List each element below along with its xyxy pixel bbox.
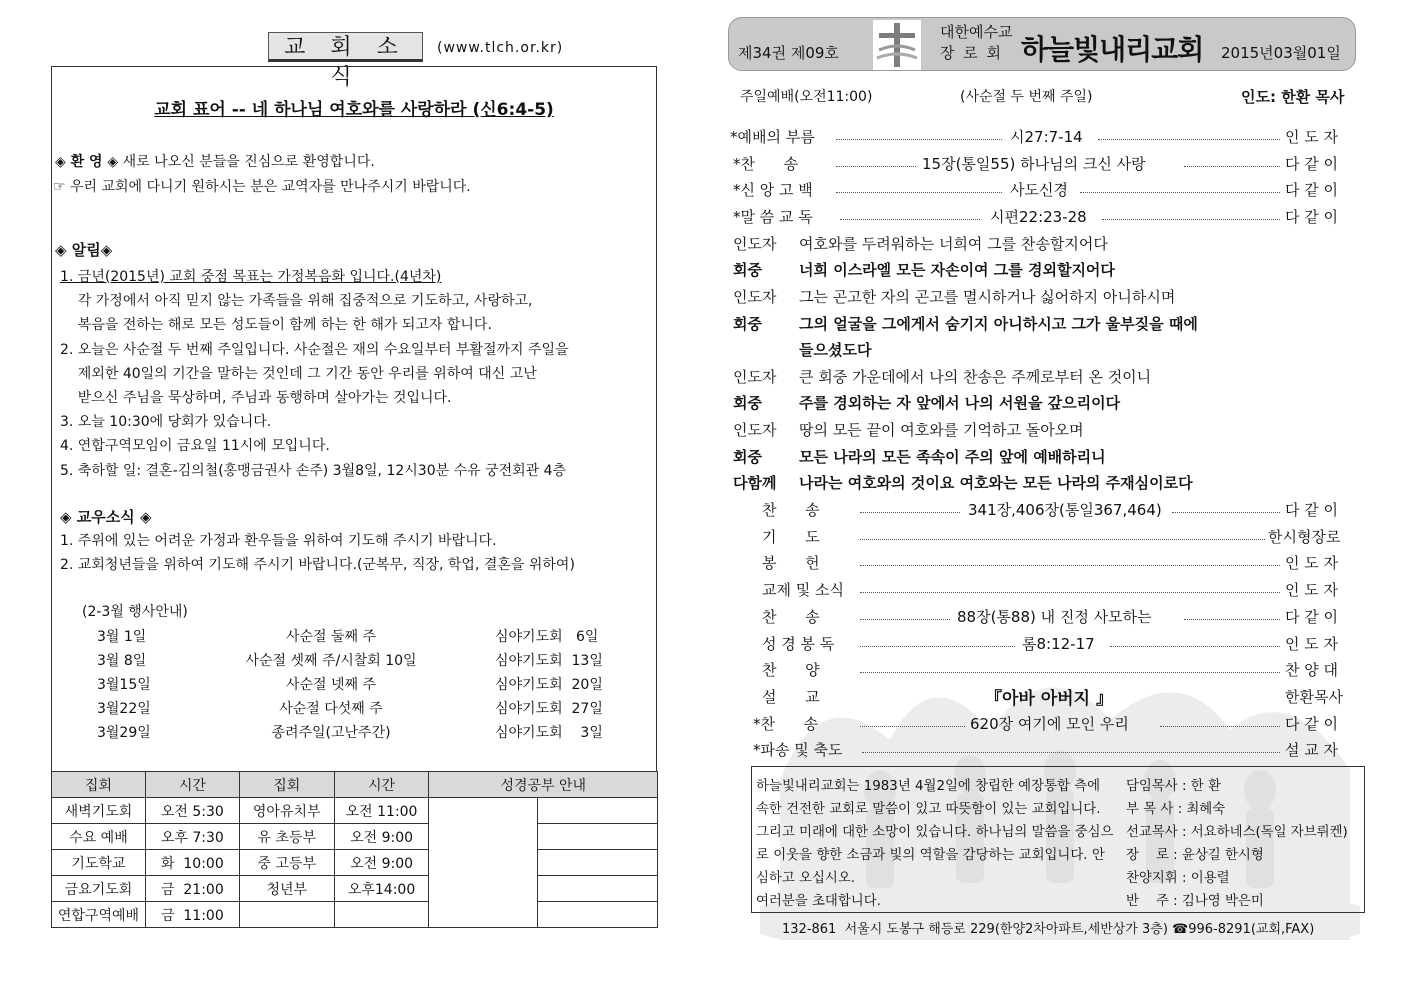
order-content: 341장,406장(통일367,464) bbox=[968, 501, 1162, 519]
order-content: 15장(통일55) 하나님의 크신 사랑 bbox=[922, 155, 1146, 173]
welcome-line bbox=[55, 151, 375, 171]
church-url: (www.tlch.or.kr) bbox=[437, 40, 564, 56]
meeting-times-table bbox=[51, 771, 658, 928]
order-who: 인 도 자 bbox=[1285, 581, 1339, 599]
notice-list bbox=[60, 265, 569, 483]
members-news-line: 1. 주위에 있는 어려운 가정과 환우들을 위하여 기도해 주시기 바랍니다. bbox=[60, 533, 497, 549]
table-row: 수요 예배 오후 7:30 유 초등부 오전 9:00 bbox=[52, 824, 658, 850]
order-item: 기 도 bbox=[762, 528, 820, 546]
reading-line: 다함께 나라는 여호와의 것이요 여호와는 모든 나라의 주재심이로다 bbox=[733, 474, 1193, 492]
order-item: *신 앙 고 백 bbox=[733, 181, 813, 199]
order-who: 다 같 이 bbox=[1285, 715, 1339, 733]
schedule-heading: (2-3월 행사안내) bbox=[82, 604, 188, 620]
staff-item: 선교목사 : 서요하네스(독일 자브뤼켄) bbox=[1126, 825, 1348, 840]
reading-line: 회중 너희 이스라엘 모든 자손이여 그를 경외할지어다 bbox=[733, 261, 1115, 279]
order-item: 설 교 bbox=[762, 688, 820, 706]
volume-number: 제34권 제09호 bbox=[738, 44, 839, 62]
notice-line: 3. 오늘 10:30에 당회가 있습니다. bbox=[60, 414, 272, 431]
order-who: 한시형장로 bbox=[1268, 528, 1341, 546]
order-who: 다 같 이 bbox=[1285, 608, 1339, 626]
order-who: 인 도 자 bbox=[1285, 635, 1339, 653]
order-content: 620장 여기에 모인 우리 bbox=[970, 715, 1129, 733]
notice-line: 4. 연합구역모임이 금요일 11시에 모입니다. bbox=[60, 438, 330, 455]
order-item: *파송 및 축도 bbox=[753, 741, 843, 759]
table-row: 기도학교 화 10:00 중 고등부 오전 9:00 bbox=[52, 850, 658, 876]
service-week: (사순절 두 번째 주일) bbox=[960, 89, 1093, 105]
order-content: 시27:7-14 bbox=[1010, 128, 1083, 146]
church-name: 하늘빛내리교회 bbox=[1021, 33, 1204, 66]
notice-line: 각 가정에서 아직 믿지 않는 가족들을 위해 집중적으로 기도하고, 사랑하고, bbox=[60, 293, 533, 310]
service-name: 주일예배(오전11:00) bbox=[740, 89, 873, 105]
reading-line: 회중 그의 얼굴을 그에게서 숨기지 아니하시고 그가 울부짖을 때에 bbox=[733, 315, 1198, 333]
order-item: 성 경 봉 독 bbox=[762, 635, 835, 653]
order-item: *말 씀 교 독 bbox=[733, 208, 813, 226]
table-header: 시간 bbox=[145, 772, 239, 798]
cross-logo-icon bbox=[873, 20, 921, 70]
service-leader: 인도: 한환 목사 bbox=[1241, 88, 1345, 106]
denomination: 대한예수교 장 로 회 bbox=[940, 23, 1013, 62]
order-item: 찬 송 bbox=[762, 501, 820, 519]
order-who: 다 같 이 bbox=[1285, 155, 1339, 173]
order-who: 인 도 자 bbox=[1285, 554, 1339, 572]
order-item: *찬 송 bbox=[753, 715, 819, 733]
bulletin-date: 2015년03월01일 bbox=[1221, 44, 1341, 62]
notice-line: 제외한 40일의 기간을 말하는 것인데 그 기간 동안 우리를 위하여 대신 고난 bbox=[60, 365, 537, 382]
members-news-line: 2. 교회청년들을 위하여 기도해 주시기 바랍니다.(군복무, 직장, 학업, 결혼을 위하여) bbox=[60, 557, 575, 573]
staff-item: 반 주 : 김나영 박은미 bbox=[1126, 894, 1264, 909]
bulletin-news-title: 교 회 소 식 bbox=[268, 32, 423, 62]
order-who: 다 같 이 bbox=[1285, 208, 1339, 226]
order-item: *예배의 부름 bbox=[730, 128, 815, 146]
church-motto: 교회 표어 -- 네 하나님 여호와를 사랑하라 (신6:4-5) bbox=[154, 100, 554, 120]
order-who: 설 교 자 bbox=[1285, 741, 1339, 759]
order-who: 인 도 자 bbox=[1285, 128, 1339, 146]
staff-item: 부 목 사 : 최혜숙 bbox=[1126, 802, 1226, 817]
order-item: 찬 양 bbox=[762, 661, 820, 679]
order-who: 한환목사 bbox=[1285, 688, 1343, 706]
table-header: 집회 bbox=[52, 772, 146, 798]
table-row: 새벽기도회 오전 5:30 영아유치부 오전 11:00 bbox=[52, 798, 658, 824]
order-who: 다 같 이 bbox=[1285, 501, 1339, 519]
order-content: 88장(통88) 내 진정 사모하는 bbox=[957, 608, 1152, 626]
order-content: 사도신경 bbox=[1010, 181, 1068, 199]
reading-line: 들으셨도다 bbox=[799, 341, 872, 359]
table-row: 금요기도회 금 21:00 청년부 오후14:00 bbox=[52, 876, 658, 902]
church-invite: 여러분을 초대합니다. bbox=[756, 894, 881, 909]
welcome-line-2: ☞ 우리 교회에 다니기 원하시는 분은 교역자를 만나주시기 바랍니다. bbox=[53, 179, 471, 195]
table-row: 연합구역예배 금 11:00 bbox=[52, 902, 658, 928]
welcome-text: 새로 나오신 분들을 진심으로 환영합니다. bbox=[118, 154, 375, 170]
notice-line: 복음을 전하는 해로 모든 성도들이 함께 하는 한 해가 되고자 합니다. bbox=[60, 317, 492, 334]
order-content: 시편22:23-28 bbox=[990, 208, 1087, 226]
church-address: 132-861 서울시 도봉구 해등로 229(한양2차아파트,세반상가 3층) ☎996-8291(교회,FAX) bbox=[782, 922, 1315, 937]
order-item: *찬 송 bbox=[733, 155, 799, 173]
notice-heading: ◈ 알림◈ bbox=[55, 241, 113, 259]
staff-list bbox=[1126, 775, 1348, 913]
reading-line: 인도자 큰 회중 가운데에서 나의 찬송은 주께로부터 온 것이니 bbox=[733, 368, 1152, 386]
reading-line: 인도자 여호와를 두려워하는 너희여 그를 찬송할지어다 bbox=[733, 235, 1108, 253]
welcome-heading: ◈ 환 영 ◈ bbox=[55, 154, 119, 170]
table-header-row bbox=[52, 772, 658, 798]
reading-line: 회중 모든 나라의 모든 족속이 주의 앞에 예배하리니 bbox=[733, 448, 1106, 466]
notice-line: 2. 오늘은 사순절 두 번째 주일입니다. 사순절은 재의 수요일부터 부활절까지 주일을 bbox=[60, 341, 569, 358]
order-item: 봉 헌 bbox=[762, 554, 820, 572]
staff-item: 장 로 : 윤상길 한시형 bbox=[1126, 848, 1264, 863]
table-header: 성경공부 안내 bbox=[429, 772, 658, 798]
church-intro-text: 하늘빛내리교회는 1983년 4월2일에 창립한 예장통합 측에 속한 건전한 교회로 말씀이 있고 따뜻함이 있는 교회입니다. 그리고 미래에 대한 소망이 있습니다. 하나님의 말씀을 중심으로 이웃을 향한 소금과 빛의 역할을 감당하는 교회입니다. 안심하고 오십시오. bbox=[756, 779, 1114, 886]
staff-item: 담임목사 : 한 환 bbox=[1126, 779, 1221, 794]
sermon-title: 『아바 아버지 』 bbox=[985, 689, 1113, 709]
reading-line: 회중 주를 경외하는 자 앞에서 나의 서원을 갚으리이다 bbox=[733, 394, 1121, 412]
reading-line: 인도자 그는 곤고한 자의 곤고를 멸시하거나 싫어하지 아니하시며 bbox=[733, 288, 1176, 306]
members-news-list bbox=[60, 529, 575, 577]
table-header: 집회 bbox=[239, 772, 334, 798]
notice-line: 받으신 주님을 묵상하며, 주님과 동행하며 살아가는 것입니다. bbox=[60, 390, 452, 407]
members-news-heading: ◈ 교우소식 ◈ bbox=[60, 508, 152, 526]
order-who: 다 같 이 bbox=[1285, 181, 1339, 199]
order-item: 교제 및 소식 bbox=[762, 581, 844, 599]
order-content: 롬8:12-17 bbox=[1022, 635, 1095, 653]
notice-line: 5. 축하할 일: 결혼-김의철(홍맹금권사 손주) 3월8일, 12시30분 수유 궁전회관 4층 bbox=[60, 462, 567, 479]
notice-line: 1. 금년(2015년) 교회 중점 목표는 가정복음화 입니다.(4년차) bbox=[60, 269, 442, 285]
order-item: 찬 송 bbox=[762, 608, 820, 626]
table-header: 시간 bbox=[334, 772, 429, 798]
staff-item: 찬양지휘 : 이용렬 bbox=[1126, 871, 1230, 886]
church-intro bbox=[756, 775, 1116, 913]
reading-line: 인도자 땅의 모든 끝이 여호와를 기억하고 돌아오며 bbox=[733, 421, 1084, 439]
order-who: 찬 양 대 bbox=[1285, 661, 1339, 679]
